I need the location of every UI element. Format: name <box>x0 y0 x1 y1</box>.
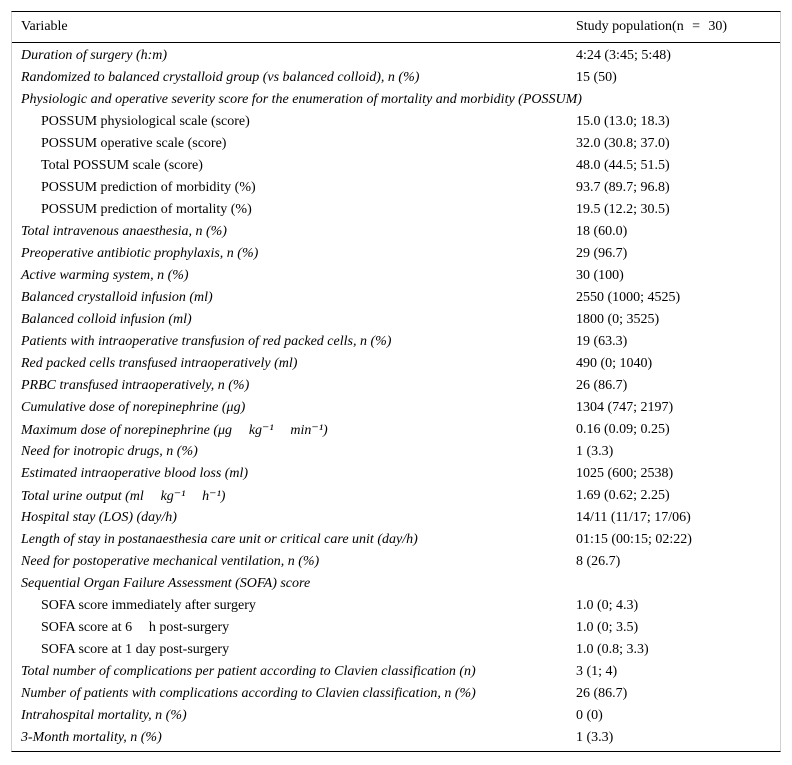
table-row <box>12 595 780 617</box>
row-label: Total POSSUM scale (score) <box>41 158 203 173</box>
table-row <box>12 155 780 177</box>
row-value: 48.0 (44.5; 51.5) <box>576 158 670 173</box>
row-value: 490 (0; 1040) <box>576 356 653 371</box>
table-row <box>12 199 780 221</box>
table-row <box>12 551 780 573</box>
table-row <box>12 617 780 639</box>
table-body <box>12 43 780 751</box>
row-value: 1025 (600; 2538) <box>576 466 674 481</box>
row-label: Length of stay in postanaesthesia care unit or critical care unit (day/h) <box>21 532 418 547</box>
row-value: 30 (100) <box>576 268 624 283</box>
table-row <box>12 45 780 67</box>
row-label: SOFA score at 1 day post-surgery <box>41 642 230 657</box>
table-row <box>12 661 780 683</box>
row-value: 1304 (747; 2197) <box>576 400 674 415</box>
table-row <box>12 353 780 375</box>
row-label: Cumulative dose of norepinephrine (μg) <box>21 400 246 415</box>
row-label: Maximum dose of norepinephrine (μg kg⁻¹ min⁻¹) <box>21 422 328 438</box>
row-value: 26 (86.7) <box>576 378 628 393</box>
row-label: 3-Month mortality, n (%) <box>21 730 162 745</box>
row-value: 8 (26.7) <box>576 554 621 569</box>
table-row <box>12 705 780 727</box>
row-label: Balanced crystalloid infusion (ml) <box>21 290 213 305</box>
row-value: 15 (50) <box>576 70 617 85</box>
row-label: Active warming system, n (%) <box>21 268 189 283</box>
row-value: 3 (1; 4) <box>576 664 618 679</box>
table-row <box>12 507 780 529</box>
row-label: POSSUM physiological scale (score) <box>41 114 250 129</box>
row-label: Physiologic and operative severity score for the enumeration of mortality and morbidity (POSSUM) <box>21 92 582 107</box>
row-label: Need for postoperative mechanical ventilation, n (%) <box>21 554 320 569</box>
row-label: Estimated intraoperative blood loss (ml) <box>21 466 249 481</box>
table-row <box>12 727 780 749</box>
row-value: 26 (86.7) <box>576 686 628 701</box>
table-row <box>12 639 780 661</box>
row-label: Duration of surgery (h:m) <box>21 48 168 63</box>
row-value: 14/11 (11/17; 17/06) <box>576 510 691 525</box>
row-value: 1.0 (0; 3.5) <box>576 620 639 635</box>
row-label: SOFA score immediately after surgery <box>41 598 256 613</box>
data-table <box>11 11 781 752</box>
table-row <box>12 111 780 133</box>
table-header <box>12 12 780 43</box>
table-row <box>12 397 780 419</box>
row-label: Sequential Organ Failure Assessment (SOFA) score <box>21 576 311 591</box>
table-row <box>12 287 780 309</box>
row-value: 2550 (1000; 4525) <box>576 290 681 305</box>
table-row <box>12 331 780 353</box>
table-row <box>12 529 780 551</box>
row-value: 93.7 (89.7; 96.8) <box>576 180 670 195</box>
table-row <box>12 265 780 287</box>
table-row <box>12 419 780 441</box>
table-row <box>12 177 780 199</box>
row-value: 1 (3.3) <box>576 444 614 459</box>
header-variable: Variable <box>21 19 68 34</box>
table-row <box>12 463 780 485</box>
row-label: Preoperative antibiotic prophylaxis, n (%) <box>21 246 259 261</box>
row-label: Hospital stay (LOS) (day/h) <box>21 510 177 525</box>
row-value: 29 (96.7) <box>576 246 628 261</box>
header-study-population: Study population(n = 30) <box>576 19 728 34</box>
row-label: Need for inotropic drugs, n (%) <box>21 444 198 459</box>
row-label: Red packed cells transfused intraoperatively (ml) <box>21 356 298 371</box>
row-value: 1.69 (0.62; 2.25) <box>576 488 670 503</box>
row-label: Balanced colloid infusion (ml) <box>21 312 192 327</box>
table-row <box>12 573 780 595</box>
row-value: 32.0 (30.8; 37.0) <box>576 136 670 151</box>
row-value: 1800 (0; 3525) <box>576 312 660 327</box>
row-label: SOFA score at 6 h post-surgery <box>41 620 230 635</box>
row-label: Number of patients with complications according to Clavien classification, n (%) <box>21 686 476 701</box>
table-row <box>12 485 780 507</box>
table-row <box>12 243 780 265</box>
row-label: Randomized to balanced crystalloid group (vs balanced colloid), n (%) <box>21 70 420 85</box>
table-row <box>12 441 780 463</box>
table-row <box>12 683 780 705</box>
row-value: 1 (3.3) <box>576 730 614 745</box>
row-value: 19 (63.3) <box>576 334 628 349</box>
row-value: 01:15 (00:15; 02:22) <box>576 532 692 547</box>
row-value: 4:24 (3:45; 5:48) <box>576 48 671 63</box>
table-row <box>12 89 780 111</box>
table-row <box>12 309 780 331</box>
table-row <box>12 67 780 89</box>
row-label: POSSUM prediction of morbidity (%) <box>41 180 256 195</box>
row-value: 18 (60.0) <box>576 224 628 239</box>
table-row <box>12 375 780 397</box>
row-value: 0 (0) <box>576 708 603 723</box>
row-label: Total urine output (ml kg⁻¹ h⁻¹) <box>21 488 226 504</box>
row-label: POSSUM prediction of mortality (%) <box>41 202 252 217</box>
row-label: Intrahospital mortality, n (%) <box>21 708 187 723</box>
row-label: Total number of complications per patient according to Clavien classification (n) <box>21 664 476 679</box>
table-row <box>12 133 780 155</box>
row-value: 19.5 (12.2; 30.5) <box>576 202 670 217</box>
row-label: POSSUM operative scale (score) <box>41 136 227 151</box>
row-label: PRBC transfused intraoperatively, n (%) <box>21 378 250 393</box>
row-value: 0.16 (0.09; 0.25) <box>576 422 670 437</box>
row-label: Total intravenous anaesthesia, n (%) <box>21 224 227 239</box>
row-value: 15.0 (13.0; 18.3) <box>576 114 670 129</box>
row-value: 1.0 (0; 4.3) <box>576 598 639 613</box>
table-row <box>12 221 780 243</box>
row-value: 1.0 (0.8; 3.3) <box>576 642 649 657</box>
row-label: Patients with intraoperative transfusion of red packed cells, n (%) <box>21 334 392 349</box>
